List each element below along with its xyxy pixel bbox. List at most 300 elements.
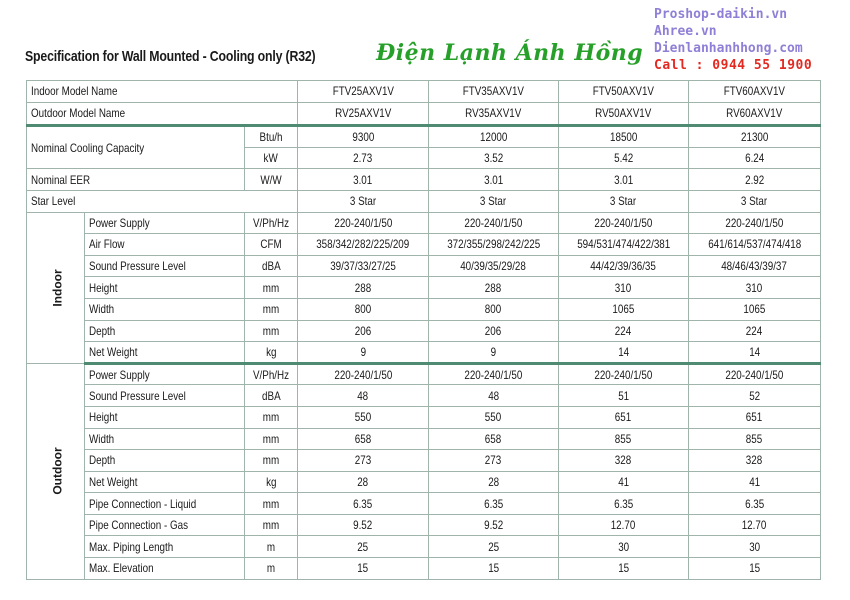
outdoor-row-value [689, 493, 821, 515]
outdoor-row-label [85, 471, 245, 493]
table-row-outdoor-9 [27, 558, 821, 580]
table-row-outdoor-model [27, 102, 821, 126]
outdoor-row-value-text: 28 [488, 474, 499, 489]
capacity-btu-value [429, 126, 559, 148]
outdoor-row-label-text: Pipe Connection - Liquid [89, 496, 197, 511]
outdoor-row-value [689, 450, 821, 472]
eer-label-text: Nominal EER [31, 172, 91, 187]
indoor-row-value [429, 342, 559, 364]
outdoor-row-label-text: Sound Pressure Level [89, 388, 186, 403]
table-row-outdoor-6 [27, 493, 821, 515]
outdoor-row-value [559, 493, 689, 515]
indoor-row-value [689, 255, 821, 277]
indoor-row-value-text: 14 [618, 344, 629, 359]
outdoor-row-value-text: 651 [615, 410, 632, 425]
capacity-kw-unit-text: kW [263, 151, 279, 166]
table-row-outdoor-4 [27, 450, 821, 472]
outdoor-row-value-text: 6.35 [744, 496, 765, 511]
outdoor-row-value [298, 471, 429, 493]
eer-value [429, 169, 559, 191]
indoor-row-value-text: 220-240/1/50 [464, 215, 523, 230]
outdoor-row-value-text: 25 [357, 539, 369, 554]
indoor-row-value [298, 234, 429, 256]
indoor-row-label-text: Air Flow [89, 237, 125, 252]
outdoor-row-value-text: 15 [488, 561, 499, 576]
outdoor-row-unit-text: V/Ph/Hz [252, 367, 290, 382]
outdoor-row-value [689, 558, 821, 580]
indoor-row-label-text: Height [89, 280, 118, 295]
indoor-row-value-text: 1065 [743, 302, 766, 317]
outdoor-row-value [559, 428, 689, 450]
outdoor-row-unit [245, 493, 298, 515]
indoor-row-value-text: 310 [615, 280, 632, 295]
outdoor-row-value [559, 536, 689, 558]
outdoor-row-value-text: 48 [488, 388, 499, 403]
outdoor-row-value [689, 385, 821, 407]
indoor-row-unit-text: mm [262, 280, 280, 295]
indoor-model-value [689, 81, 821, 103]
capacity-label-text: Nominal Cooling Capacity [31, 140, 145, 155]
table-row-indoor-3 [27, 277, 821, 299]
star-value-text: 3 Star [349, 194, 377, 209]
indoor-row-unit [245, 277, 298, 299]
outdoor-row-value-text: 855 [746, 431, 763, 446]
indoor-row-unit [245, 342, 298, 364]
capacity-btu-value-text: 9300 [352, 129, 374, 144]
indoor-row-value-text: 310 [746, 280, 763, 295]
indoor-row-value [689, 277, 821, 299]
indoor-row-label [85, 255, 245, 277]
capacity-kw-value [559, 147, 689, 169]
star-value [298, 190, 429, 212]
outdoor-row-value [429, 406, 559, 428]
indoor-row-value-text: 9 [360, 344, 366, 359]
contact-block [654, 6, 812, 74]
outdoor-row-value [298, 536, 429, 558]
indoor-row-value-text: 220-240/1/50 [333, 215, 392, 230]
outdoor-row-value-text: 658 [354, 431, 372, 446]
outdoor-row-value [559, 558, 689, 580]
indoor-row-unit-text: V/Ph/Hz [252, 215, 290, 230]
eer-value [689, 169, 821, 191]
indoor-model-value [559, 81, 689, 103]
capacity-kw-value-text: 5.42 [613, 151, 634, 166]
capacity-btu-value-text: 18500 [609, 129, 638, 144]
eer-value-text: 3.01 [353, 172, 373, 187]
phone-number: Call : 0944 55 1900 [654, 58, 813, 73]
capacity-kw-value [429, 147, 559, 169]
indoor-model-value-text: FTV50AXV1V [592, 84, 655, 99]
outdoor-row-unit-text: kg [265, 474, 277, 489]
outdoor-row-unit [245, 385, 298, 407]
outdoor-model-value [298, 102, 429, 126]
indoor-row-value [559, 277, 689, 299]
indoor-group-label [27, 212, 85, 363]
outdoor-row-value [429, 514, 559, 536]
capacity-label [27, 126, 245, 169]
capacity-kw-unit [245, 147, 298, 169]
outdoor-row-value [429, 428, 559, 450]
indoor-row-unit [245, 298, 298, 320]
indoor-row-value-text: 39/37/33/27/25 [330, 259, 396, 274]
indoor-row-label [85, 234, 245, 256]
outdoor-row-label [85, 536, 245, 558]
indoor-model-value [298, 81, 429, 103]
indoor-row-unit [245, 234, 298, 256]
outdoor-row-value [689, 406, 821, 428]
outdoor-row-value-text: 328 [615, 453, 632, 468]
capacity-btu-unit-text: Btu/h [259, 129, 283, 144]
outdoor-row-label [85, 450, 245, 472]
indoor-row-value [298, 320, 429, 342]
indoor-row-value [429, 255, 559, 277]
website-link-ahree: Ahree.vn [654, 24, 717, 39]
indoor-row-value [559, 320, 689, 342]
spec-table [26, 80, 821, 580]
outdoor-row-value [429, 471, 559, 493]
outdoor-model-label [27, 102, 298, 126]
indoor-row-unit [245, 255, 298, 277]
outdoor-row-label [85, 493, 245, 515]
capacity-btu-value-text: 21300 [740, 129, 769, 144]
outdoor-row-label-text: Pipe Connection - Gas [89, 518, 189, 533]
indoor-row-value-text: 288 [354, 280, 372, 295]
indoor-row-value [559, 298, 689, 320]
outdoor-row-value [298, 428, 429, 450]
indoor-row-value [559, 234, 689, 256]
outdoor-model-label-text: Outdoor Model Name [31, 106, 126, 121]
table-row-star [27, 190, 821, 212]
outdoor-row-value-text: 855 [615, 431, 632, 446]
capacity-kw-value-text: 6.24 [744, 151, 765, 166]
indoor-row-value [689, 212, 821, 234]
outdoor-row-value-text: 28 [357, 474, 369, 489]
indoor-row-unit [245, 320, 298, 342]
outdoor-row-unit-text: mm [262, 453, 280, 468]
indoor-row-label-text: Width [89, 302, 115, 317]
eer-value-text: 3.01 [613, 172, 634, 187]
table-row-outdoor-2 [27, 406, 821, 428]
outdoor-row-label-text: Net Weight [89, 474, 138, 489]
outdoor-model-value-text: RV60AXV1V [726, 106, 783, 121]
website-link-proshop: Proshop-daikin.vn [654, 7, 788, 22]
indoor-row-label-text: Net Weight [89, 344, 138, 359]
outdoor-row-label-text: Depth [89, 453, 116, 468]
outdoor-row-label-text: Max. Elevation [89, 561, 154, 576]
capacity-btu-value [689, 126, 821, 148]
outdoor-row-value [429, 536, 559, 558]
outdoor-row-value-text: 9.52 [353, 518, 373, 533]
indoor-row-value-text: 220-240/1/50 [725, 215, 784, 230]
outdoor-row-value [298, 385, 429, 407]
table-row-indoor-4 [27, 298, 821, 320]
indoor-row-value-text: 206 [485, 323, 502, 338]
capacity-btu-value [559, 126, 689, 148]
table-row-outdoor-7 [27, 514, 821, 536]
outdoor-row-value [559, 363, 689, 385]
outdoor-row-value-text: 220-240/1/50 [725, 367, 784, 382]
outdoor-row-value [298, 450, 429, 472]
outdoor-row-unit [245, 558, 298, 580]
outdoor-row-value-text: 15 [618, 561, 629, 576]
indoor-row-value-text: 800 [485, 302, 502, 317]
indoor-row-unit-text: dBA [261, 259, 281, 274]
outdoor-row-unit [245, 514, 298, 536]
outdoor-row-unit [245, 428, 298, 450]
outdoor-row-value [689, 536, 821, 558]
indoor-row-value-text: 594/531/474/422/381 [576, 237, 671, 252]
indoor-row-value [429, 298, 559, 320]
capacity-btu-value [298, 126, 429, 148]
table-row-outdoor-1 [27, 385, 821, 407]
brand-logo-text: Điện Lạnh Ánh Hồng [376, 40, 644, 66]
outdoor-row-value-text: 273 [354, 453, 372, 468]
outdoor-row-value-text: 273 [485, 453, 502, 468]
indoor-model-value-text: FTV35AXV1V [462, 84, 525, 99]
capacity-btu-unit [245, 126, 298, 148]
indoor-row-value [689, 298, 821, 320]
outdoor-row-value-text: 15 [357, 561, 369, 576]
star-value [559, 190, 689, 212]
indoor-row-value [298, 298, 429, 320]
outdoor-model-value-text: RV35AXV1V [465, 106, 522, 121]
outdoor-row-label [85, 363, 245, 385]
outdoor-row-value-text: 51 [618, 388, 629, 403]
eer-unit-text: W/W [260, 172, 282, 187]
outdoor-row-unit-text: mm [262, 431, 280, 446]
outdoor-row-unit-text: m [266, 539, 276, 554]
outdoor-row-value-text: 52 [749, 388, 760, 403]
outdoor-row-value-text: 658 [485, 431, 502, 446]
indoor-row-label-text: Power Supply [89, 215, 150, 230]
outdoor-row-label-text: Height [89, 410, 118, 425]
indoor-row-value-text: 48/46/43/39/37 [721, 259, 788, 274]
outdoor-model-value [429, 102, 559, 126]
outdoor-row-value-text: 9.52 [483, 518, 504, 533]
indoor-row-value [429, 212, 559, 234]
indoor-row-value-text: 372/355/298/242/225 [446, 237, 541, 252]
indoor-row-value [429, 234, 559, 256]
table-row-outdoor-0 [27, 363, 821, 385]
outdoor-group-label [27, 363, 85, 579]
table-row-indoor-6 [27, 342, 821, 364]
outdoor-row-value [429, 493, 559, 515]
outdoor-row-unit-text: mm [262, 518, 280, 533]
outdoor-row-unit [245, 363, 298, 385]
outdoor-row-label [85, 385, 245, 407]
outdoor-row-unit [245, 471, 298, 493]
capacity-btu-value-text: 12000 [479, 129, 508, 144]
outdoor-row-value [559, 514, 689, 536]
outdoor-row-value [298, 558, 429, 580]
table-row-indoor-5 [27, 320, 821, 342]
outdoor-row-value-text: 12.70 [742, 518, 767, 533]
indoor-row-value [689, 320, 821, 342]
outdoor-row-value-text: 328 [746, 453, 763, 468]
indoor-model-value-text: FTV60AXV1V [723, 84, 786, 99]
indoor-row-label [85, 342, 245, 364]
outdoor-model-value-text: RV25AXV1V [334, 106, 392, 121]
indoor-row-value-text: 206 [354, 323, 372, 338]
indoor-row-value-text: 288 [485, 280, 502, 295]
outdoor-group-label-text: Outdoor [50, 447, 65, 495]
capacity-kw-value-text: 3.52 [483, 151, 504, 166]
table-row-indoor-1 [27, 234, 821, 256]
outdoor-row-value [429, 558, 559, 580]
indoor-row-value [298, 255, 429, 277]
indoor-row-value-text: 641/614/537/474/418 [707, 237, 802, 252]
outdoor-row-value-text: 220-240/1/50 [464, 367, 523, 382]
outdoor-row-value [689, 514, 821, 536]
table-row-outdoor-8 [27, 536, 821, 558]
outdoor-row-value-text: 550 [485, 410, 502, 425]
outdoor-row-value-text: 6.35 [613, 496, 634, 511]
outdoor-row-unit-text: mm [262, 496, 280, 511]
outdoor-row-value [559, 406, 689, 428]
outdoor-row-value-text: 6.35 [353, 496, 373, 511]
indoor-model-label-text: Indoor Model Name [31, 84, 118, 99]
outdoor-row-value-text: 12.70 [611, 518, 636, 533]
indoor-model-value-text: FTV25AXV1V [332, 84, 394, 99]
outdoor-row-value [689, 363, 821, 385]
indoor-row-value [298, 277, 429, 299]
indoor-row-label [85, 320, 245, 342]
outdoor-model-value-text: RV50AXV1V [595, 106, 652, 121]
indoor-row-unit-text: CFM [260, 237, 282, 252]
capacity-kw-value [689, 147, 821, 169]
outdoor-row-value-text: 41 [749, 474, 760, 489]
indoor-row-value-text: 800 [354, 302, 372, 317]
indoor-row-value [689, 234, 821, 256]
outdoor-row-unit [245, 536, 298, 558]
indoor-row-unit-text: kg [265, 344, 277, 359]
indoor-row-value [429, 320, 559, 342]
outdoor-row-value-text: 651 [746, 410, 763, 425]
outdoor-model-value [559, 102, 689, 126]
indoor-row-value-text: 224 [746, 323, 763, 338]
indoor-row-unit [245, 212, 298, 234]
outdoor-row-value [689, 428, 821, 450]
outdoor-model-value [689, 102, 821, 126]
indoor-row-value-text: 40/39/35/29/28 [460, 259, 527, 274]
indoor-row-value [689, 342, 821, 364]
indoor-row-value [559, 342, 689, 364]
outdoor-row-value-text: 15 [749, 561, 760, 576]
eer-value [559, 169, 689, 191]
website-link-dienlanh: Dienlanhanhhong.com [654, 41, 803, 56]
outdoor-row-value [298, 363, 429, 385]
outdoor-row-label [85, 558, 245, 580]
outdoor-row-value-text: 41 [618, 474, 629, 489]
indoor-row-value [429, 277, 559, 299]
indoor-row-unit-text: mm [262, 323, 280, 338]
table-row-indoor-model [27, 81, 821, 103]
table-row-capacity-btu [27, 126, 821, 148]
eer-value-text: 2.92 [744, 172, 765, 187]
outdoor-row-value-text: 25 [488, 539, 499, 554]
outdoor-row-label-text: Power Supply [89, 367, 150, 382]
star-value-text: 3 Star [610, 194, 637, 209]
outdoor-row-unit [245, 450, 298, 472]
outdoor-row-value [689, 471, 821, 493]
outdoor-row-value-text: 48 [357, 388, 369, 403]
table-row-eer [27, 169, 821, 191]
eer-value-text: 3.01 [483, 172, 504, 187]
outdoor-row-value [559, 471, 689, 493]
star-value [689, 190, 821, 212]
indoor-row-value [298, 212, 429, 234]
indoor-row-unit-text: mm [262, 302, 280, 317]
outdoor-row-unit-text: mm [262, 410, 280, 425]
indoor-model-label [27, 81, 298, 103]
outdoor-row-value [559, 450, 689, 472]
indoor-row-label [85, 298, 245, 320]
outdoor-row-label [85, 428, 245, 450]
outdoor-row-value-text: 30 [618, 539, 629, 554]
indoor-row-value [559, 212, 689, 234]
outdoor-row-label-text: Width [89, 431, 115, 446]
outdoor-row-value-text: 220-240/1/50 [594, 367, 653, 382]
indoor-row-value-text: 14 [749, 344, 760, 359]
indoor-row-value-text: 224 [615, 323, 632, 338]
indoor-row-value [559, 255, 689, 277]
outdoor-row-label-text: Max. Piping Length [89, 539, 174, 554]
outdoor-row-value-text: 550 [354, 410, 372, 425]
indoor-row-value-text: 44/42/39/36/35 [590, 259, 657, 274]
indoor-row-value-text: 1065 [612, 302, 635, 317]
capacity-kw-value [298, 147, 429, 169]
outdoor-row-unit-text: m [266, 561, 276, 576]
star-label-text: Star Level [31, 194, 76, 209]
indoor-row-label [85, 277, 245, 299]
indoor-row-value-text: 358/342/282/225/209 [316, 237, 410, 252]
outdoor-row-value [298, 493, 429, 515]
indoor-model-value [429, 81, 559, 103]
capacity-kw-value-text: 2.73 [353, 151, 373, 166]
outdoor-row-value [429, 363, 559, 385]
indoor-row-value-text: 9 [490, 344, 497, 359]
outdoor-row-value [429, 385, 559, 407]
indoor-row-value-text: 220-240/1/50 [594, 215, 653, 230]
star-value-text: 3 Star [741, 194, 768, 209]
star-value-text: 3 Star [480, 194, 507, 209]
outdoor-row-label [85, 514, 245, 536]
eer-label [27, 169, 245, 191]
indoor-row-label-text: Depth [89, 323, 116, 338]
outdoor-row-value [429, 450, 559, 472]
table-row-indoor-0 [27, 212, 821, 234]
table-row-outdoor-5 [27, 471, 821, 493]
indoor-row-label [85, 212, 245, 234]
outdoor-row-unit [245, 406, 298, 428]
eer-unit [245, 169, 298, 191]
table-row-indoor-2 [27, 255, 821, 277]
table-row-outdoor-3 [27, 428, 821, 450]
indoor-group-label-text: Indoor [50, 268, 65, 307]
indoor-row-label-text: Sound Pressure Level [89, 259, 186, 274]
outdoor-row-value [298, 514, 429, 536]
outdoor-row-unit-text: dBA [261, 388, 281, 403]
page-title: Specification for Wall Mounted - Cooling only (R32) [25, 48, 316, 65]
star-label [27, 190, 298, 212]
indoor-row-value [298, 342, 429, 364]
outdoor-row-value [298, 406, 429, 428]
outdoor-row-value-text: 6.35 [483, 496, 504, 511]
eer-value [298, 169, 429, 191]
outdoor-row-value [559, 385, 689, 407]
star-value [429, 190, 559, 212]
outdoor-row-value-text: 220-240/1/50 [333, 367, 392, 382]
